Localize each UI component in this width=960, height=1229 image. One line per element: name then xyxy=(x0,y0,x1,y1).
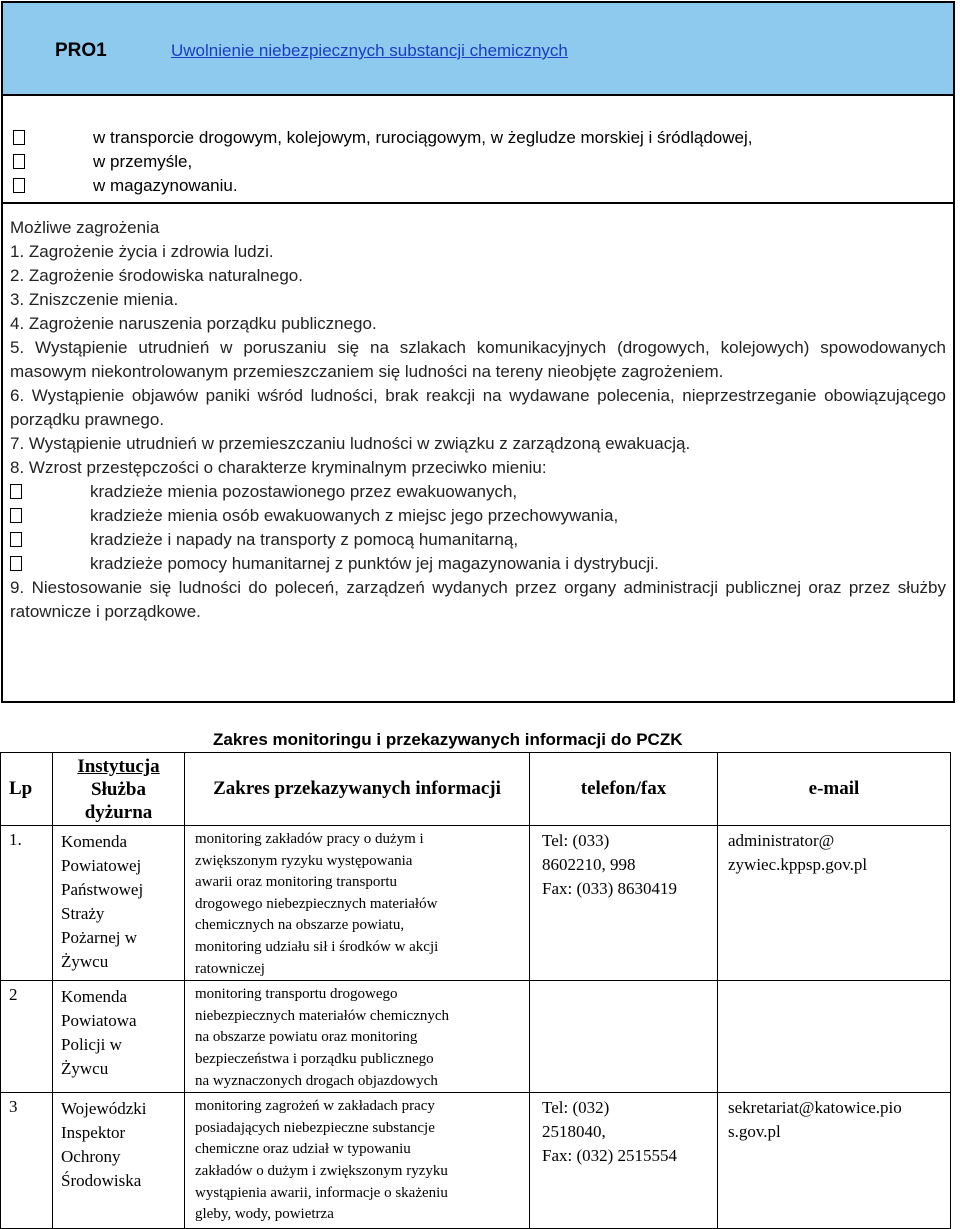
threats-section xyxy=(10,216,946,624)
cell-line: awarii oraz monitoring transportu xyxy=(195,874,398,891)
hazard-title-link[interactable]: Uwolnienie niebezpiecznych substancji chemicznych xyxy=(171,41,568,60)
cell-line: Tel: (033) xyxy=(542,831,610,850)
cell-line: Żywcu xyxy=(61,1059,109,1079)
cell-line: monitoring zagrożeń w zakładach pracy xyxy=(195,1098,435,1115)
cell-line: ratowniczej xyxy=(195,960,265,977)
cell-line: drogowego niebezpiecznych materiałów xyxy=(195,895,438,912)
cell-line: chemicznych na obszarze powiatu, xyxy=(195,917,405,934)
cell-line: Inspektor xyxy=(61,1123,126,1143)
cell-line: Tel: (032) xyxy=(542,1098,610,1118)
threat-item: 3. Zniszczenie mienia. xyxy=(10,290,179,309)
cell-line: Powiatowej xyxy=(61,856,142,875)
col-header-institution: Instytucja Służba dyżurna xyxy=(53,753,185,826)
cell-line: Policji w xyxy=(61,1035,122,1055)
cell-line: posiadających niebezpieczne substancje xyxy=(195,1119,435,1136)
cell-email xyxy=(718,981,951,1093)
cell-lp: 2 xyxy=(1,981,53,1093)
col-header-info: Zakres przekazywanych informacji xyxy=(185,753,530,826)
bullet-box-icon xyxy=(10,484,22,499)
cell-lp: 1. xyxy=(1,826,53,981)
cell-line: s.gov.pl xyxy=(728,1122,781,1142)
cell-line: zwiększonym ryzyku występowania xyxy=(195,852,413,869)
monitoring-table xyxy=(0,752,951,1229)
cell-line: chemiczne oraz udział w typowaniu xyxy=(195,1141,411,1158)
cell-line: zakładów o dużym i zwiększonym ryzyku xyxy=(195,1162,448,1179)
cell-line: monitoring udziału sił i środków w akcji xyxy=(195,938,439,955)
cell-phone xyxy=(530,826,718,981)
cell-info xyxy=(185,981,530,1093)
list-item: kradzieże i napady na transporty z pomocą humanitarną, xyxy=(10,528,946,552)
cell-phone xyxy=(530,981,718,1093)
threat-item: 2. Zagrożenie środowiska naturalnego. xyxy=(10,266,303,285)
cell-line: Państwowej xyxy=(61,880,144,899)
sectors-list xyxy=(13,126,752,198)
threat-item: 7. Wystąpienie utrudnień w przemieszczaniu ludności w związku z zarządzoną ewakuacją. xyxy=(10,434,691,453)
cell-phone xyxy=(530,1093,718,1229)
bullet-box-icon xyxy=(10,508,22,523)
list-item: w przemyśle, xyxy=(13,150,752,174)
cell-line: Straży xyxy=(61,904,105,923)
cell-line: na obszarze powiatu oraz monitoring xyxy=(195,1029,418,1046)
table-row xyxy=(1,981,951,1093)
threat-item: 1. Zagrożenie życia i zdrowia ludzi. xyxy=(10,242,274,261)
cell-info xyxy=(185,826,530,981)
cell-line: Fax: (033) 8630419 xyxy=(542,879,678,898)
threat-item: 8. Wzrost przestępczości o charakterze kryminalnym przeciwko mieniu: xyxy=(10,458,547,477)
threat-item: 6. Wystąpienie objawów paniki wśród ludności, brak reakcji na wydawane polecenia, nieprzestrzeganie obowiązującego porządku prawnego. xyxy=(10,386,946,429)
sectors-section xyxy=(3,96,953,204)
cell-line: bezpieczeństwa i porządku publicznego xyxy=(195,1050,434,1067)
cell-line: 2518040, xyxy=(542,1122,606,1142)
cell-line: administrator@ xyxy=(728,831,835,850)
col-header-email: e-mail xyxy=(718,753,951,826)
cell-line: na wyznaczonych drogach objazdowych xyxy=(195,1072,438,1089)
list-item: w magazynowaniu. xyxy=(13,174,752,198)
cell-line: Pożarnej w xyxy=(61,928,138,947)
cell-line: Komenda xyxy=(61,832,128,851)
list-item: w transporcie drogowym, kolejowym, rurociągowym, w żegludze morskiej i śródlądowej, xyxy=(13,126,752,150)
bullet-box-icon xyxy=(10,532,22,547)
table-row xyxy=(1,826,951,981)
cell-email xyxy=(718,826,951,981)
bullet-box-icon xyxy=(10,556,22,571)
cell-line: 8602210, 998 xyxy=(542,855,636,874)
threat-item: 5. Wystąpienie utrudnień w poruszaniu się na szlakach komunikacyjnych (drogowych, kolejowych) spowodowanych masowym niekontrolowanym przemieszczaniem się ludności na tereny nieobjęte zagrożeniem. xyxy=(10,338,946,381)
bullet-box-icon xyxy=(13,130,25,145)
cell-line: zywiec.kppsp.gov.pl xyxy=(728,855,868,874)
cell-institution xyxy=(53,826,185,981)
cell-institution xyxy=(53,1093,185,1229)
cell-line: monitoring transportu drogowego xyxy=(195,986,398,1003)
monitoring-title: Zakres monitoringu i przekazywanych informacji do PCZK xyxy=(213,730,683,749)
col-header-phone: telefon/fax xyxy=(530,753,718,826)
cell-lp: 3 xyxy=(1,1093,53,1229)
threats-heading: Możliwe zagrożenia xyxy=(10,218,160,237)
cell-email xyxy=(718,1093,951,1229)
table-row xyxy=(1,1093,951,1229)
cell-line: monitoring zakładów pracy o dużym i xyxy=(195,831,424,847)
cell-line: Powiatowa xyxy=(61,1011,137,1031)
cell-line: niebezpiecznych materiałów chemicznych xyxy=(195,1007,450,1024)
cell-line: Fax: (032) 2515554 xyxy=(542,1146,678,1166)
hazard-code: PRO1 xyxy=(55,40,107,61)
table-header-row xyxy=(1,753,951,826)
col-header-lp: Lp xyxy=(1,753,53,826)
cell-line: sekretariat@katowice.pio xyxy=(728,1098,902,1118)
bullet-box-icon xyxy=(13,154,25,169)
list-item: kradzieże mienia pozostawionego przez ewakuowanych, xyxy=(10,480,946,504)
cell-line: Wojewódzki xyxy=(61,1099,147,1119)
card-header xyxy=(3,3,953,96)
cell-line: wystąpienia awarii, informacje o skażeniu xyxy=(195,1184,448,1201)
cell-info xyxy=(185,1093,530,1229)
cell-line: Komenda xyxy=(61,987,128,1007)
cell-line: Ochrony xyxy=(61,1147,121,1167)
list-item: kradzieże mienia osób ewakuowanych z miejsc jego przechowywania, xyxy=(10,504,946,528)
cell-line: Środowiska xyxy=(61,1171,142,1191)
theft-list xyxy=(10,480,946,576)
bullet-box-icon xyxy=(13,178,25,193)
list-item: kradzieże pomocy humanitarnej z punktów jej magazynowania i dystrybucji. xyxy=(10,552,946,576)
threat-item: 4. Zagrożenie naruszenia porządku publicznego. xyxy=(10,314,377,333)
cell-institution xyxy=(53,981,185,1093)
cell-line: Żywcu xyxy=(61,952,109,971)
cell-line: gleby, wody, powietrza xyxy=(195,1206,334,1223)
threat-item: 9. Niestosowanie się ludności do poleceń, zarządzeń wydanych przez organy administracji publicznej oraz przez służby ratownicze i porządkowe. xyxy=(10,578,946,621)
